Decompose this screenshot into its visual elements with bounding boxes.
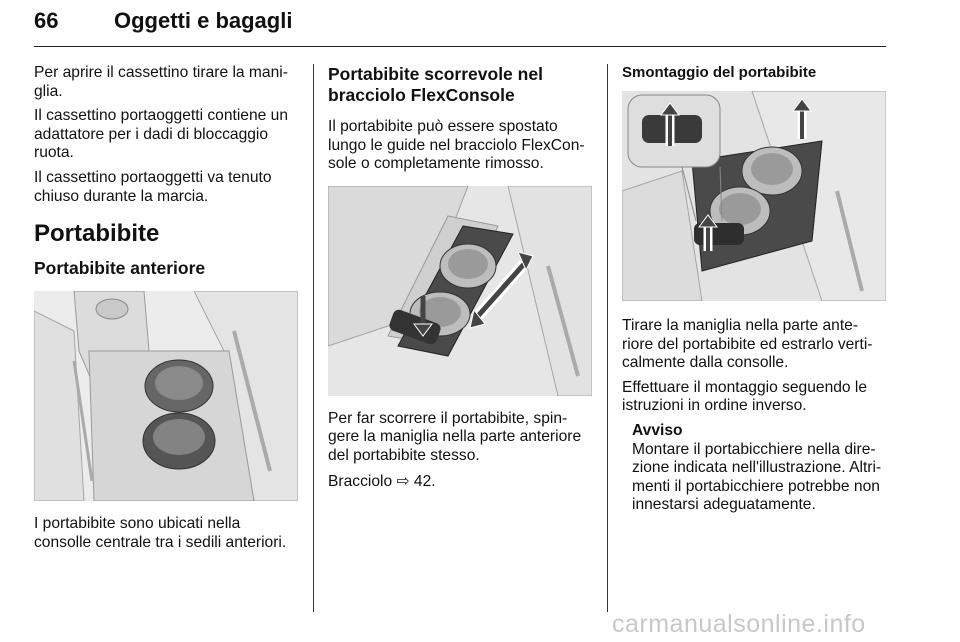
paragraph: Il portabibite può essere spostato lungo le guide nel bracciolo FlexCon-sole o completamente rimosso.: [328, 118, 585, 173]
column-right: [622, 64, 888, 521]
notice-text: Montare il portabicchiere nella dire-zione indicata nell'illustrazione. Altri-menti il portabicchiere potrebbe non innestarsi adeguatamente.: [632, 440, 882, 514]
section-heading: Smontaggio del portabibite: [622, 64, 817, 81]
paragraph: Per aprire il cassettino tirare la mani-glia.: [34, 64, 288, 100]
notice-title: Avviso: [632, 421, 683, 439]
column-divider: [607, 64, 608, 612]
figure-caption: I portabibite sono ubicati nella consolle centrale tra i sedili anteriori.: [34, 515, 287, 551]
reference-page: 42.: [413, 472, 436, 490]
reference-label: Bracciolo: [328, 472, 393, 490]
cupholder-removal-illustration: [622, 91, 886, 301]
page-title: Oggetti e bagagli: [114, 8, 293, 33]
page-reference-icon: ⇨: [396, 471, 410, 490]
section-heading: Portabibite scorrevole nel bracciolo FlexConsole: [328, 64, 543, 105]
section-heading: Portabibite: [34, 220, 160, 248]
notice-box: [632, 422, 888, 515]
paragraph: Il cassettino portaoggetti va tenuto chiuso durante la marcia.: [34, 168, 272, 205]
paragraph: Effettuare il montaggio seguendo le istruzioni in ordine inverso.: [622, 378, 868, 415]
paragraph: Il cassettino portaoggetti contiene un adattatore per i dadi di bloccaggio ruota.: [34, 107, 288, 162]
paragraph: Tirare la maniglia nella parte ante-riore del portabibite ed estrarlo verti-calmente dalla consolle.: [622, 317, 873, 372]
cross-reference: [328, 472, 594, 492]
column-middle: [328, 64, 594, 497]
paragraph: Per far scorrere il portabibite, spin-gere la maniglia nella parte anteriore del portabibite stesso.: [328, 409, 582, 464]
column-left: [34, 64, 300, 558]
page-number: 66: [34, 8, 59, 33]
front-cupholder-illustration: [34, 291, 298, 501]
sliding-cupholder-illustration: [328, 186, 592, 396]
column-divider: [313, 64, 314, 612]
watermark-text: carmanualsonline.info: [612, 610, 866, 638]
page-header: [34, 6, 886, 47]
subsection-heading: Portabibite anteriore: [34, 258, 206, 279]
